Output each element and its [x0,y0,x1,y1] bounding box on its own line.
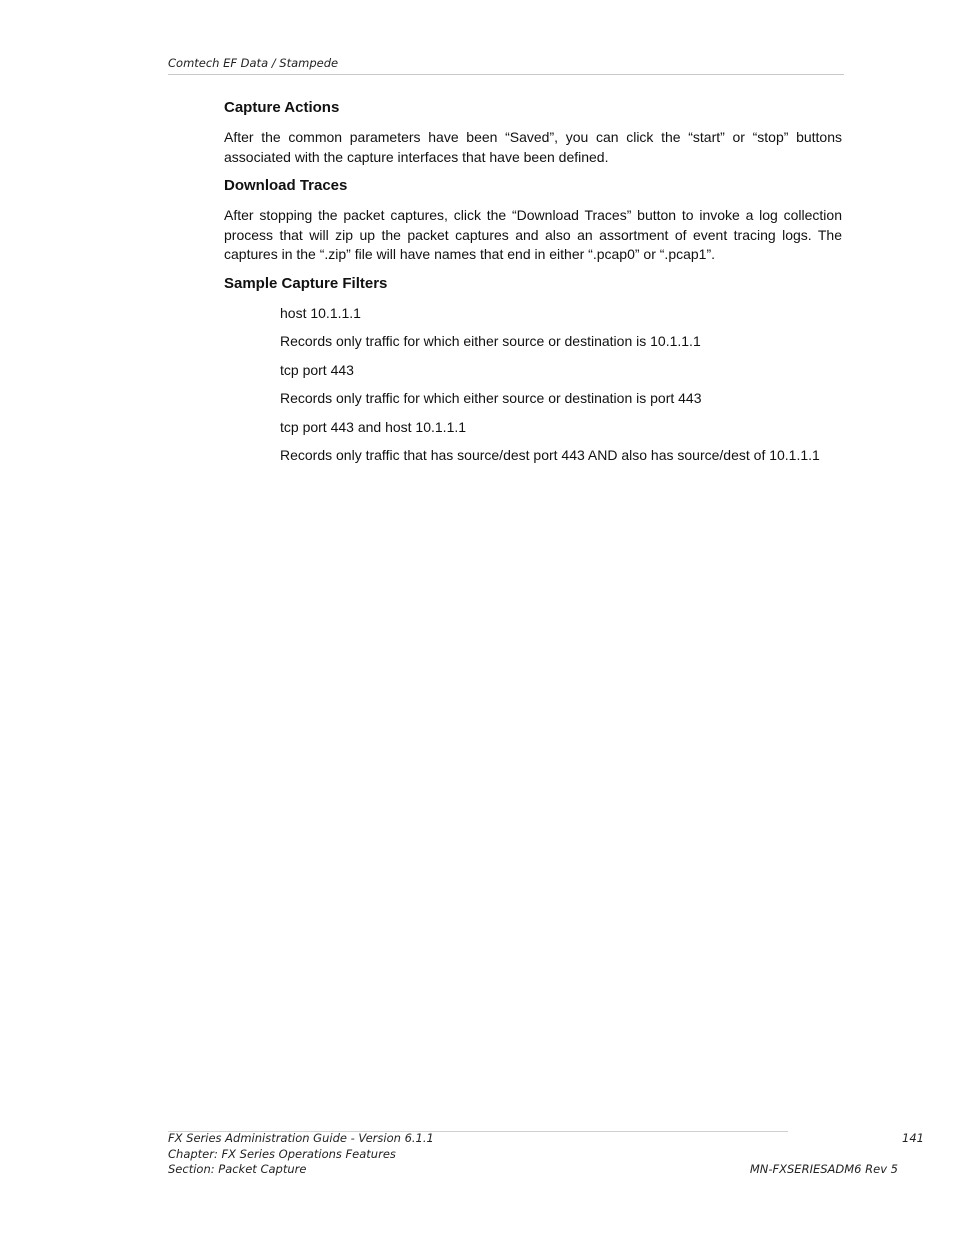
footer-row [168,1131,898,1147]
section-title: Sample Capture Filters [224,274,388,292]
section-capture-actions [224,98,842,167]
footer-row [168,1147,898,1163]
filter-description: Records only traffic for which either source or destination is port 443 [280,390,702,406]
footer-guide: FX Series Administration Guide - Version 6.1.1 [168,1131,434,1145]
filter-example: tcp port 443 and host 10.1.1.1 [280,418,467,435]
section-title: Download Traces [224,177,348,194]
footer-section: Section: Packet Capture [168,1162,307,1176]
section-body: After the common parameters have been “Saved”, you can click the “start” or “stop” buttons associated with the capture interfaces that have been defined. [224,129,842,165]
section-sample-filters [224,274,842,466]
footer-chapter: Chapter: FX Series Operations Features [168,1146,396,1161]
footer-row [168,1162,898,1178]
filter-example: host 10.1.1.1 [280,304,361,321]
main-content [224,98,842,475]
page-number: 141 [902,1131,924,1145]
page-footer [168,1131,898,1178]
section-title: Capture Actions [224,99,340,116]
filter-example: tcp port 443 [280,361,354,378]
section-download-traces [224,176,842,265]
header-text: Comtech EF Data / Stampede [168,56,339,70]
footer-doc-id: MN-FXSERIESADM6 Rev 5 [749,1162,898,1176]
page-header [168,54,844,75]
filter-description: Records only traffic that has source/dest port 443 AND also has source/dest of 10.1.1.1 [280,447,820,463]
section-body: After stopping the packet captures, click the “Download Traces” button to invoke a log collection process that will zip up the packet captures and also an assortment of event tracing logs. The captures in the “.zip” file will have names that end in either “.pcap0” or “.pcap1”. [224,207,842,262]
filter-list [280,304,842,466]
filter-description: Records only traffic for which either source or destination is 10.1.1.1 [280,333,701,349]
